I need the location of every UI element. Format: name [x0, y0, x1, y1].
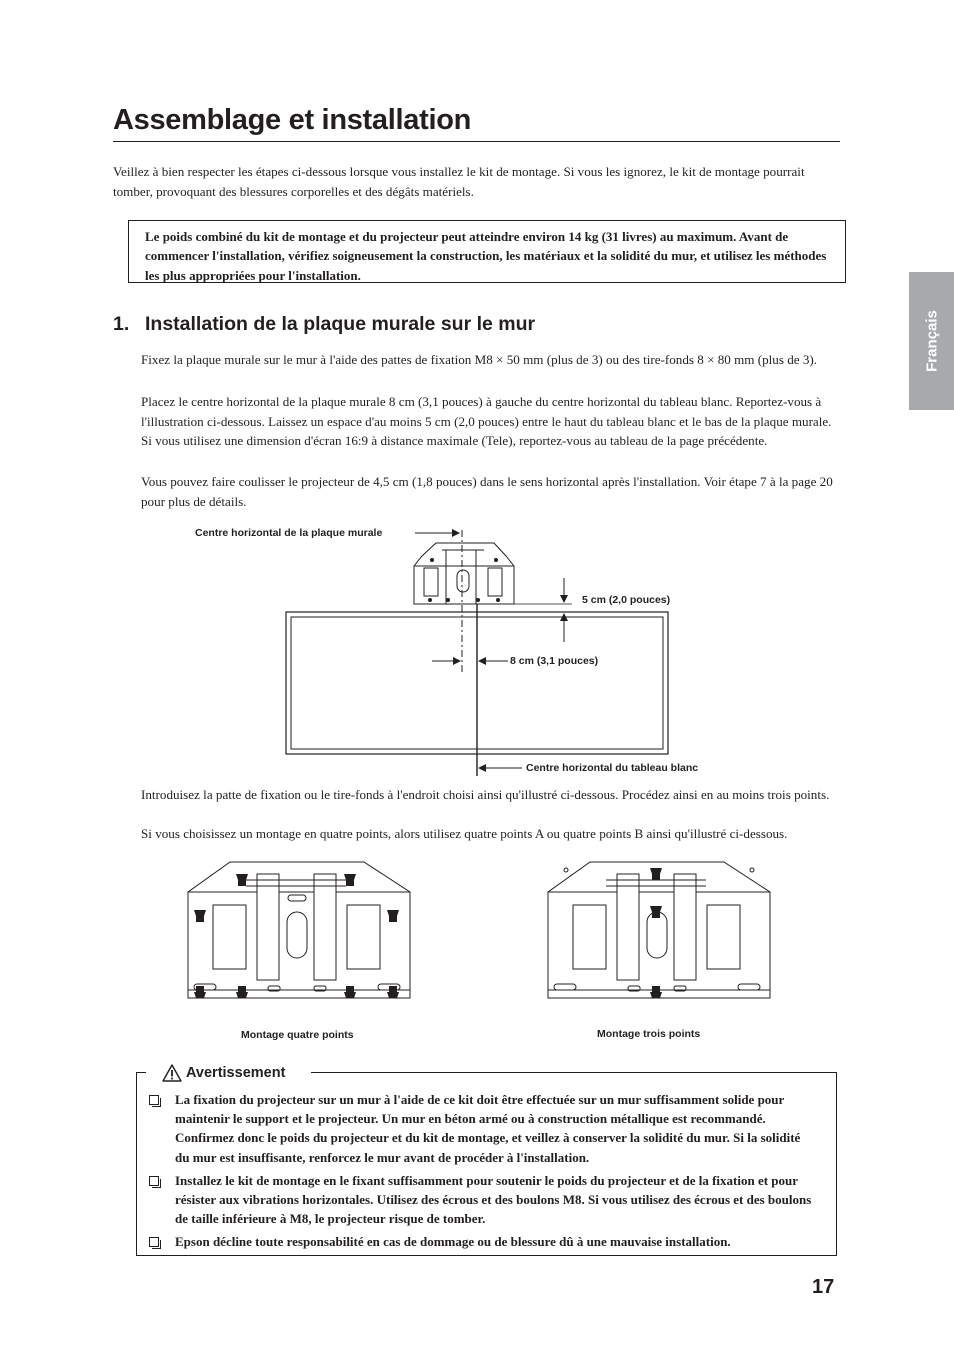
warning-box-top-left [136, 1072, 146, 1073]
paragraph-four-points: Si vous choisissez un montage en quatre points, alors utilisez quatre points A ou quatre points B ainsi qu'illustré ci-dessous. [141, 826, 788, 841]
checkbox-bullet-icon [149, 1237, 159, 1247]
caption-three-point: Montage trois points [597, 1028, 701, 1040]
page-number: 17 [812, 1276, 835, 1298]
warning-item-text: Epson décline toute responsabilité en cas de dommage ou de blessure dû à une mauvaise installation. [175, 1234, 731, 1249]
warning-triangle-icon [162, 1064, 182, 1082]
warning-item [149, 1232, 817, 1251]
section-heading [113, 313, 535, 336]
checkbox-bullet-icon [149, 1176, 159, 1186]
paragraph-placement: Placez le centre horizontal de la plaque murale 8 cm (3,1 pouces) à gauche du centre horizontal du tableau blanc. Reportez-vous à l'illustration ci-dessous. Laissez un espace d'au moins 5 cm (2,0 pouces) entre le haut du tableau blanc et le bas de la plaque murale. Si vous utilisez une dimension d'écran 16:9 à distance maximale (Tele), reportez-vous au tableau de la page précédente. [141, 394, 832, 448]
paragraph-slide: Vous pouvez faire coulisser le projecteur de 4,5 cm (1,8 pouces) dans le sens horizontal après l'installation. Voir étape 7 à la page 20 pour plus de détails. [141, 474, 833, 509]
warning-title: Avertissement [186, 1065, 286, 1081]
warning-item-text: La fixation du projecteur sur un mur à l'aide de ce kit doit être effectuée sur un mur suffisamment solide pour maintenir le support et le projecteur. Un mur en béton armé ou à construction métallique est recommandé. Confirmez donc le poids du projecteur et du kit de montage, et veillez à conserver la solidité du mur. Si la solidité du mur est insuffisante, renforcez le mur avant de procéder à l'installation. [175, 1092, 801, 1165]
four-point-diagram [182, 855, 414, 1005]
label-offset: 8 cm (3,1 pouces) [510, 655, 599, 667]
caption-four-point: Montage quatre points [241, 1029, 354, 1041]
section-number: 1. [113, 313, 130, 335]
section-title: Installation de la plaque murale sur le mur [145, 313, 536, 335]
page-title: Assemblage et installation [113, 104, 840, 142]
paragraph-fixing: Fixez la plaque murale sur le mur à l'aide des pattes de fixation M8 × 50 mm (plus de 3) ou des tire-fonds 8 × 80 mm (plus de 3). [141, 352, 818, 367]
warning-heading [162, 1064, 285, 1082]
placement-diagram [180, 520, 740, 782]
checkbox-bullet-icon [149, 1095, 159, 1105]
label-plate-center: Centre horizontal de la plaque murale [195, 527, 383, 539]
warning-item [149, 1171, 817, 1229]
warning-item-text: Installez le kit de montage en le fixant suffisamment pour soutenir le poids du projecteur et de la fixation et pour résister aux vibrations horizontales. Utilisez des écrous et des boulons M8. Si vous utilisez des écrous et des boulons de taille inférieure à M8, le projecteur risque de tomber. [175, 1173, 812, 1227]
language-tab-label: Français [923, 310, 940, 372]
three-point-diagram [542, 855, 774, 1005]
weight-caution-box: Le poids combiné du kit de montage et du projecteur peut atteindre environ 14 kg (31 livres) au maximum. Avant de commencer l'installation, vérifiez soigneusement la construction, les matériaux et la solidité du mur, et utilisez les méthodes les plus appropriées pour l'installation. [128, 220, 846, 283]
warning-box-top-right [311, 1072, 836, 1073]
label-gap: 5 cm (2,0 pouces) [582, 594, 671, 606]
label-board-center: Centre horizontal du tableau blanc [526, 762, 699, 774]
warning-item [149, 1090, 817, 1167]
wall-plate-icon [414, 543, 514, 604]
paragraph-insert: Introduisez la patte de fixation ou le tire-fonds à l'endroit choisi ainsi qu'illustré ci-dessous. Procédez ainsi en au moins trois points. [141, 787, 830, 802]
language-tab [909, 272, 954, 410]
intro-paragraph: Veillez à bien respecter les étapes ci-dessous lorsque vous installez le kit de montage. Si vous les ignorez, le kit de montage pourrait tomber, provoquant des blessures corporelles et des dégâts matériels. [113, 164, 805, 199]
